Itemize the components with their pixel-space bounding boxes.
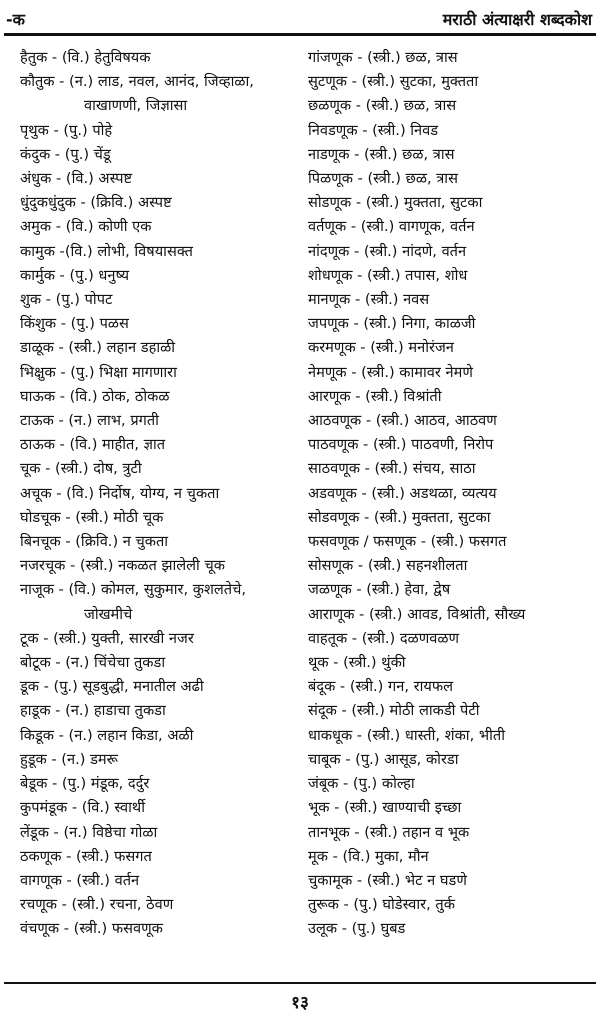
dictionary-entry (308, 215, 598, 239)
entry-text: हुडूक - (न.) डमरू (20, 750, 118, 768)
entry-text: चुकामूक - (स्त्री.) भेट न घडणे (308, 871, 467, 889)
entry-text: जळणूक - (स्त्री.) हेवा, द्वेष (308, 581, 451, 599)
dictionary-entry (20, 821, 310, 845)
dictionary-entry (308, 869, 598, 893)
dictionary-entry (20, 482, 310, 506)
entry-text: नाडणूक - (स्त्री.) छळ, त्रास (308, 145, 455, 163)
dictionary-entry (308, 530, 598, 554)
entry-text: छळणूक - (स्त्री.) छळ, त्रास (308, 97, 457, 115)
header-rule (4, 33, 596, 36)
entry-text: फसवणूक / फसणूक - (स्त्री.) फसगत (308, 533, 507, 551)
dictionary-entry (20, 312, 310, 336)
entry-text: किंशुक - (पु.) पळस (20, 315, 129, 333)
entry-text: हाडूक - (न.) हाडाचा तुकडा (20, 702, 166, 720)
dictionary-entry (308, 240, 598, 264)
footer-rule (4, 982, 596, 984)
entry-text: पाठवणूक - (स्त्री.) पाठवणी, निरोप (308, 436, 494, 454)
entry-text: अडवणूक - (स्त्री.) अडथळा, व्यत्यय (308, 484, 497, 502)
entry-text: तानभूक - (स्त्री.) तहान व भूक (308, 823, 470, 841)
entry-text: मूक - (वि.) मुका, मौन (308, 847, 429, 865)
entry-text: साठवणूक - (स्त्री.) संचय, साठा (308, 460, 476, 478)
entry-text: नांदणूक - (स्त्री.) नांदणे, वर्तन (308, 242, 467, 260)
dictionary-entry (308, 70, 598, 94)
entry-text: तुरूक - (पु.) घोडेस्वार, तुर्क (308, 896, 455, 914)
entry-text: भूक - (स्त्री.) खाण्याची इच्छा (308, 799, 462, 817)
entry-text: शुक - (पु.) पोपट (20, 291, 113, 309)
entry-text: संदूक - (स्त्री.) मोठी लाकडी पेटी (308, 702, 480, 720)
dictionary-entry (20, 675, 310, 699)
entry-text: कार्मुक - (पु.) धनुष्य (20, 266, 130, 284)
entry-text: शोधणूक - (स्त्री.) तपास, शोध (308, 266, 468, 284)
dictionary-entry (308, 336, 598, 360)
entry-text: टूक - (स्त्री.) युक्ती, सारखी नजर (20, 629, 194, 647)
entry-text: चूक - (स्त्री.) दोष, त्रुटी (20, 460, 142, 478)
header-section-label: -क (6, 10, 25, 29)
entry-text: बेडूक - (पु.) मंडूक, दर्दुर (20, 775, 150, 793)
dictionary-entry (308, 724, 598, 748)
entry-text: वाहतूक - (स्त्री.) दळणवळण (308, 629, 460, 647)
dictionary-entry (308, 46, 598, 70)
dictionary-entry (308, 699, 598, 723)
entry-text: वंचणूक - (स्त्री.) फसवणूक (20, 920, 163, 938)
entries-area (0, 46, 600, 976)
dictionary-entry (308, 119, 598, 143)
dictionary-entry (308, 651, 598, 675)
entry-text: करमणूक - (स्त्री.) मनोरंजन (308, 339, 454, 357)
entry-text: नजरचूक - (स्त्री.) नकळत झालेली चूक (20, 557, 225, 575)
dictionary-entry (20, 167, 310, 191)
entry-text: घोडचूक - (स्त्री.) मोठी चूक (20, 508, 164, 526)
dictionary-entry (20, 46, 310, 70)
dictionary-entry (308, 482, 598, 506)
dictionary-entry (20, 506, 310, 530)
dictionary-entry (20, 578, 310, 626)
dictionary-entry (308, 143, 598, 167)
entry-text: निवडणूक - (स्त्री.) निवड (308, 121, 439, 139)
dictionary-entry (308, 603, 598, 627)
dictionary-entry (308, 821, 598, 845)
dictionary-entry (20, 699, 310, 723)
entry-text: डूक - (पु.) सूडबुद्धी, मनातील अढी (20, 678, 204, 696)
entry-text: सोडणूक - (स्त्री.) मुक्तता, सुटका (308, 194, 483, 212)
right-column (308, 46, 598, 942)
dictionary-entry (308, 409, 598, 433)
page-number: १३ (291, 993, 309, 1013)
entry-text: मानणूक - (स्त्री.) नवस (308, 291, 430, 309)
entry-text: आठवणूक - (स्त्री.) आठव, आठवण (308, 412, 497, 430)
entry-text: नेमणूक - (स्त्री.) कामावर नेमणे (308, 363, 473, 381)
entry-text: पृथुक - (पु.) पोहे (20, 121, 113, 139)
entry-text: कुपमंडूक - (वि.) स्वार्थी (20, 799, 146, 817)
dictionary-entry (308, 385, 598, 409)
entry-text: बंदूक - (स्त्री.) गन, रायफल (308, 678, 453, 696)
dictionary-entry (20, 457, 310, 481)
entry-text: बिनचूक - (क्रिवि.) न चुकता (20, 533, 169, 551)
dictionary-entry (20, 215, 310, 239)
entry-text: कौतुक - (न.) लाड, नवल, आनंद, जिव्हाळा, (20, 73, 254, 91)
dictionary-entry (308, 312, 598, 336)
dictionary-entry (308, 675, 598, 699)
dictionary-entry (20, 627, 310, 651)
entry-text: वर्तणूक - (स्त्री.) वागणूक, वर्तन (308, 218, 475, 236)
dictionary-entry (20, 119, 310, 143)
entry-text: लेंडूक - (न.) विष्ठेचा गोळा (20, 823, 158, 841)
entry-text: कामुक -(वि.) लोभी, विषयासक्त (20, 242, 193, 260)
entry-text: वागणूक - (स्त्री.) वर्तन (20, 871, 140, 889)
dictionary-entry (20, 336, 310, 360)
dictionary-entry (308, 191, 598, 215)
dictionary-entry (308, 845, 598, 869)
dictionary-entry (308, 264, 598, 288)
entry-text: जंबूक - (पु.) कोल्हा (308, 775, 415, 793)
dictionary-entry (308, 893, 598, 917)
dictionary-entry (20, 240, 310, 264)
dictionary-entry (20, 724, 310, 748)
entry-text: सोडवणूक - (स्त्री.) मुक्तता, सुटका (308, 508, 491, 526)
dictionary-entry (20, 288, 310, 312)
dictionary-entry (20, 554, 310, 578)
entry-text: टाऊक - (न.) लाभ, प्रगती (20, 412, 159, 430)
dictionary-entry (308, 506, 598, 530)
entry-text: किडूक - (न.) लहान किडा, अळी (20, 726, 194, 744)
dictionary-entry (20, 845, 310, 869)
dictionary-entry (308, 627, 598, 651)
dictionary-entry (20, 651, 310, 675)
entry-text: कंदुक - (पु.) चेंडू (20, 145, 111, 163)
entry-continuation: वाखाणणी, जिज्ञासा (84, 97, 188, 115)
dictionary-entry (20, 530, 310, 554)
dictionary-entry (20, 409, 310, 433)
page-header (6, 6, 592, 32)
dictionary-entry (20, 869, 310, 893)
entry-text: आराणूक - (स्त्री.) आवड, विश्रांती, सौख्य (308, 605, 526, 623)
dictionary-entry (20, 433, 310, 457)
entry-text: ठाऊक - (वि.) माहीत, ज्ञात (20, 436, 166, 454)
entry-text: अंधुक - (वि.) अस्पष्ट (20, 170, 133, 188)
dictionary-entry (308, 917, 598, 941)
entry-text: डाळूक - (स्त्री.) लहान डहाळी (20, 339, 175, 357)
entry-text: थूक - (स्त्री.) थुंकी (308, 654, 406, 672)
dictionary-entry (308, 361, 598, 385)
entry-text: ठकणूक - (स्त्री.) फसगत (20, 847, 152, 865)
dictionary-entry (308, 433, 598, 457)
entry-text: सुटणूक - (स्त्री.) सुटका, मुक्तता (308, 73, 479, 91)
dictionary-entry (20, 191, 310, 215)
entry-text: पिळणूक - (स्त्री.) छळ, त्रास (308, 170, 458, 188)
left-column (20, 46, 310, 942)
entry-text: धाकधूक - (स्त्री.) धास्ती, शंका, भीती (308, 726, 506, 744)
entry-text: उलूक - (पु.) घुबड (308, 920, 406, 938)
dictionary-entry (308, 288, 598, 312)
dictionary-entry (20, 772, 310, 796)
dictionary-entry (308, 457, 598, 481)
dictionary-entry (308, 94, 598, 118)
dictionary-entry (20, 917, 310, 941)
entry-text: नाजूक - (वि.) कोमल, सुकुमार, कुशलतेचे, (20, 581, 246, 599)
dictionary-entry (20, 361, 310, 385)
dictionary-entry (308, 554, 598, 578)
dictionary-entry (20, 385, 310, 409)
entry-text: गांजणूक - (स्त्री.) छळ, त्रास (308, 49, 458, 66)
entry-text: अचूक - (वि.) निर्दोष, योग्य, न चुकता (20, 484, 220, 502)
dictionary-entry (20, 748, 310, 772)
entry-continuation: जोखमीचे (84, 605, 133, 623)
entry-text: घाऊक - (वि.) ठोक, ठोकळ (20, 387, 170, 405)
header-book-title: मराठी अंत्याक्षरी शब्दकोश (442, 10, 592, 29)
dictionary-entry (308, 578, 598, 602)
entry-text: अमुक - (वि.) कोणी एक (20, 218, 152, 236)
dictionary-entry (20, 893, 310, 917)
entry-text: सोसणूक - (स्त्री.) सहनशीलता (308, 557, 468, 575)
entry-text: हैतुक - (वि.) हेतुविषयक (20, 49, 151, 66)
dictionary-entry (20, 796, 310, 820)
dictionary-entry (308, 796, 598, 820)
dictionary-entry (20, 143, 310, 167)
dictionary-entry (308, 748, 598, 772)
entry-text: जपणूक - (स्त्री.) निगा, काळजी (308, 315, 476, 333)
dictionary-entry (308, 167, 598, 191)
dictionary-entry (308, 772, 598, 796)
entry-text: चाबूक - (पु.) आसूड, कोरडा (308, 750, 459, 768)
entry-text: रचणूक - (स्त्री.) रचना, ठेवण (20, 896, 174, 914)
entry-text: आरणूक - (स्त्री.) विश्रांती (308, 387, 442, 405)
entry-text: बोटूक - (न.) चिंचेचा तुकडा (20, 654, 166, 672)
dictionary-entry (20, 264, 310, 288)
entry-text: भिक्षुक - (पु.) भिक्षा मागणारा (20, 363, 177, 381)
entry-text: धुंदुकधुंदुक - (क्रिवि.) अस्पष्ट (20, 194, 172, 212)
dictionary-entry (20, 70, 310, 118)
